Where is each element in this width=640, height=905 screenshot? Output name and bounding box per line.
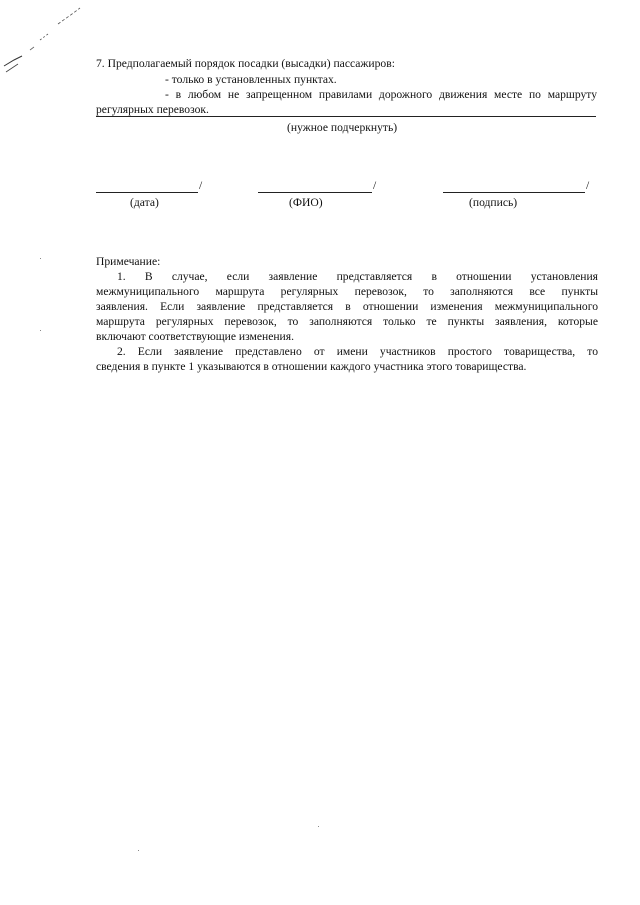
- item7-option-any-place-cont: регулярных перевозок.: [96, 103, 209, 116]
- note-p1-line: заявления. Если заявление представляется в отношении изменения межмуниципального: [96, 300, 598, 313]
- note-p1-line: включают соответствующие изменения.: [96, 330, 294, 343]
- scan-speck: [40, 258, 41, 259]
- item7-option-fixed-points: - только в установленных пунктах.: [165, 73, 337, 86]
- note-p1-line: маршрута регулярных перевозок, то заполняются только те пункты заявления, которые: [96, 315, 598, 328]
- signature-label: (подпись): [469, 196, 518, 209]
- note-p1-line: межмуниципального маршрута регулярных перевозок, то заполняются все пункты: [96, 285, 598, 298]
- signature-slash: /: [586, 179, 590, 192]
- item7-heading: 7. Предполагаемый порядок посадки (высадки) пассажиров:: [96, 57, 395, 70]
- item7-blank-line: [224, 116, 596, 117]
- date-label: (дата): [130, 196, 159, 209]
- date-slash: /: [199, 179, 203, 192]
- name-label: (ФИО): [289, 196, 323, 209]
- scan-speck: [318, 826, 319, 827]
- item7-option-any-place: - в любом не запрещенном правилами дорожного движения месте по маршруту: [165, 88, 597, 101]
- name-blank[interactable]: [258, 192, 372, 193]
- underline-hint: (нужное подчеркнуть): [287, 121, 398, 134]
- scan-speck: [40, 330, 41, 331]
- date-blank[interactable]: [96, 192, 198, 193]
- item7-underline: [96, 116, 224, 117]
- note-p2-line: сведения в пункте 1 указываются в отношении каждого участника этого товарищества.: [96, 360, 527, 373]
- signature-blank[interactable]: [443, 192, 585, 193]
- scan-speck: [138, 850, 139, 851]
- margin-pen-mark: [0, 0, 100, 90]
- name-slash: /: [373, 179, 377, 192]
- note-p1-line: 1. В случае, если заявление представляется в отношении установления: [117, 270, 598, 283]
- note-title: Примечание:: [96, 255, 161, 268]
- note-p2-line: 2. Если заявление представлено от имени участников простого товарищества, то: [117, 345, 598, 358]
